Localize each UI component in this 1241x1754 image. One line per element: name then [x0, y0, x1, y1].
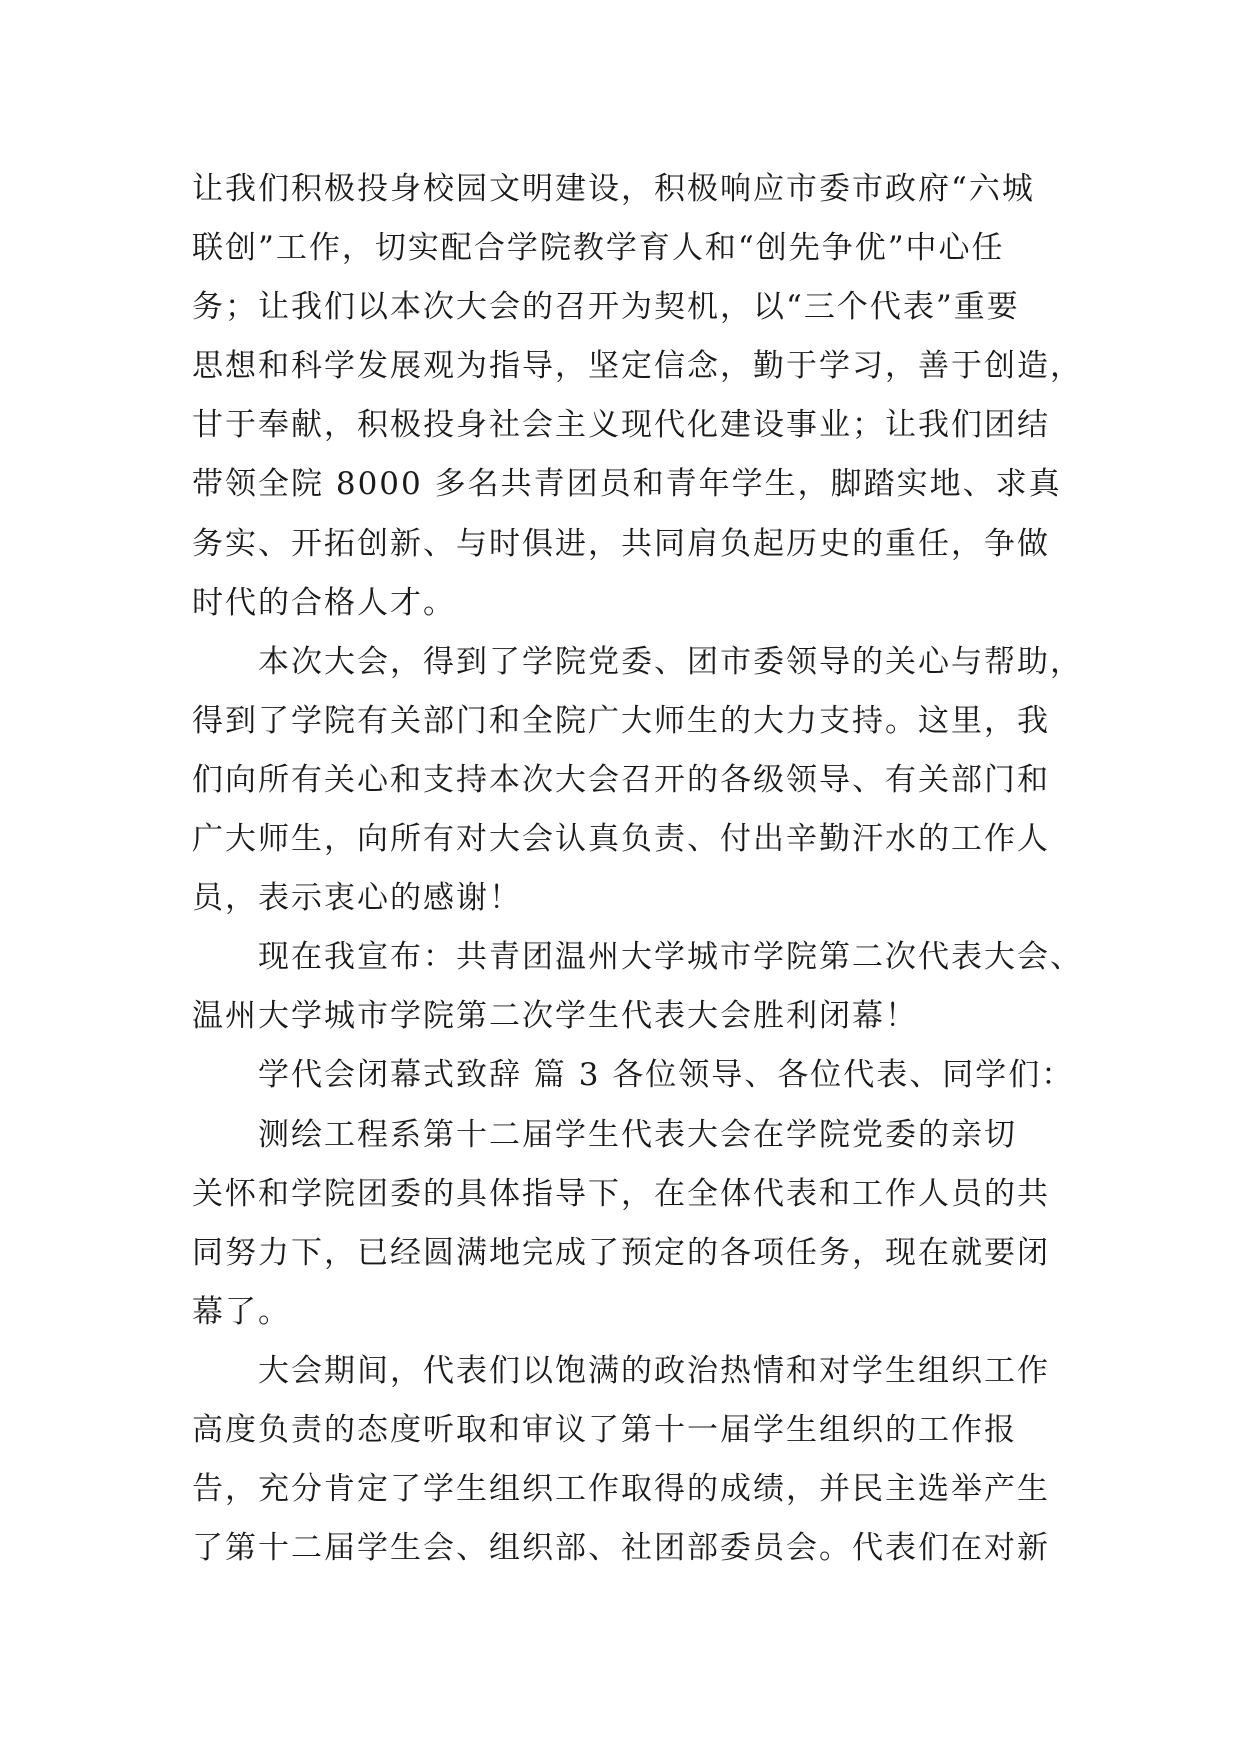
- text-line: 们向所有关心和支持本次大会召开的各级领导、有关部门和: [192, 761, 1050, 798]
- text-line: 告，充分肯定了学生组织工作取得的成绩，并民主选举产生: [192, 1471, 1050, 1508]
- text-line: 得到了学院有关部门和全院广大师生的大力支持。这里，我: [192, 702, 1050, 739]
- text-line: 广大师生，向所有对大会认真负责、付出辛勤汗水的工作人: [192, 821, 1050, 858]
- text-line: 测绘工程系第十二届学生代表大会在学院党委的亲切: [258, 1116, 1017, 1153]
- text-line: 带领全院 8000 多名共青团员和青年学生，脚踏实地、求真: [192, 466, 1062, 503]
- text-line: 时代的合格人才。: [192, 584, 456, 621]
- text-line: 联创”工作，切实配合学院教学育人和“创先争优”中心任: [192, 230, 1005, 267]
- text-line: 温州大学城市学院第二次学生代表大会胜利闭幕！: [192, 998, 918, 1035]
- text-line: 同努力下，已经圆满地完成了预定的各项任务，现在就要闭: [192, 1234, 1050, 1271]
- text-line: 思想和科学发展观为指导，坚定信念，勤于学习，善于创造，: [192, 348, 1083, 385]
- text-line: 学代会闭幕式致辞 篇 3 各位领导、各位代表、同学们：: [258, 1057, 1075, 1094]
- text-line: 本次大会，得到了学院党委、团市委领导的关心与帮助，: [258, 643, 1083, 680]
- text-line: 务；让我们以本次大会的召开为契机，以“三个代表”重要: [192, 289, 1020, 326]
- text-line: 务实、开拓创新、与时俱进，共同肩负起历史的重任，争做: [192, 525, 1050, 562]
- text-line: 高度负责的态度听取和审议了第十一届学生组织的工作报: [192, 1411, 1017, 1448]
- text-line: 了第十二届学生会、组织部、社团部委员会。代表们在对新: [192, 1530, 1050, 1567]
- text-line: 现在我宣布：共青团温州大学城市学院第二次代表大会、: [258, 939, 1083, 976]
- text-line: 甘于奉献，积极投身社会主义现代化建设事业；让我们团结: [192, 407, 1050, 444]
- text-line: 员，表示衷心的感谢！: [192, 880, 522, 917]
- text-line: 大会期间，代表们以饱满的政治热情和对学生组织工作: [258, 1352, 1050, 1389]
- text-line: 幕了。: [192, 1293, 291, 1330]
- document-body: [192, 160, 1083, 1578]
- text-line: 让我们积极投身校园文明建设，积极响应市委市政府“六城: [192, 171, 1035, 207]
- text-line: 关怀和学院团委的具体指导下，在全体代表和工作人员的共: [192, 1175, 1050, 1212]
